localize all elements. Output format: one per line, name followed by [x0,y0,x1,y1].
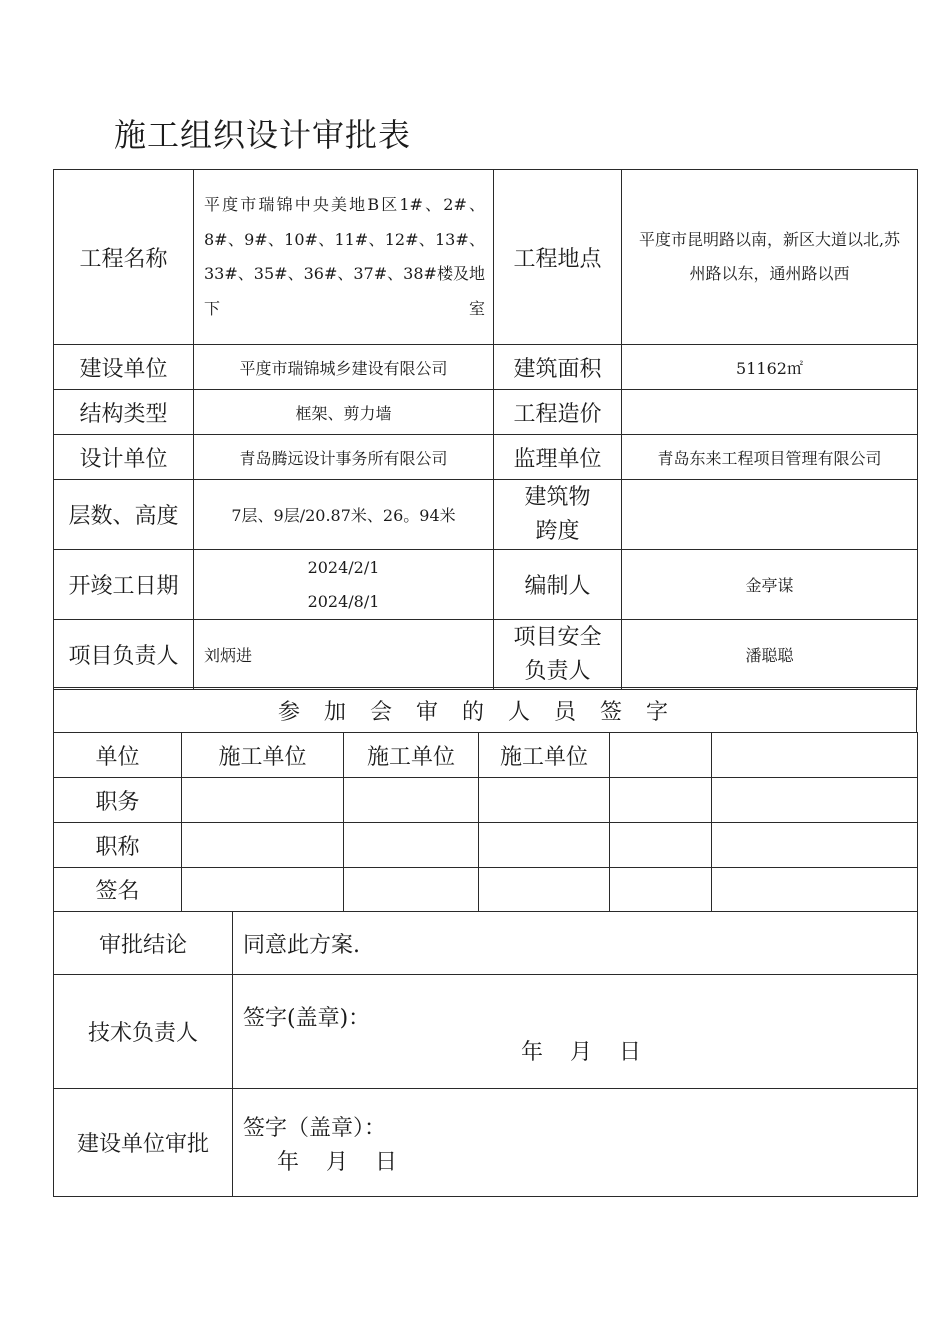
unit-cell [712,733,918,778]
dates-value [194,550,494,620]
row-label-position: 职务 [54,778,182,823]
floors-value: 7层、9层/20.87米、26。94米 [194,480,494,550]
area-value: 51162㎡ [622,345,918,390]
project-name-label: 工程名称 [54,170,194,345]
empty-cell [712,778,918,823]
row-label-title: 职称 [54,823,182,868]
empty-cell [610,778,712,823]
start-date: 2024/2/1 [307,557,380,577]
owner-sign-label: 签字（盖章）： [243,1116,387,1141]
empty-cell [610,868,712,912]
empty-cell [182,823,344,868]
approval-table [53,911,918,1197]
safety-label: 项目安全负责人 [494,620,622,690]
unit-cell: 施工单位 [479,733,610,778]
table-row [54,823,918,868]
empty-cell [182,868,344,912]
compiler-label: 编制人 [494,550,622,620]
structure-label: 结构类型 [54,390,194,435]
conclusion-value: 同意此方案. [233,912,918,975]
dates-label: 开竣工日期 [54,550,194,620]
empty-cell [479,778,610,823]
tech-lead-label: 技术负责人 [54,975,233,1089]
empty-cell [479,823,610,868]
empty-cell [182,778,344,823]
cost-value [622,390,918,435]
manager-label: 项目负责人 [54,620,194,690]
empty-cell [712,823,918,868]
builder-label: 建设单位 [54,345,194,390]
builder-value: 平度市瑞锦城乡建设有限公司 [194,345,494,390]
designer-label: 设计单位 [54,435,194,480]
compiler-value: 金亭谋 [622,550,918,620]
owner-sign-area [233,1089,918,1197]
tech-lead-sign-area [233,975,918,1089]
review-table [53,732,918,912]
floors-label: 层数、高度 [54,480,194,550]
conclusion-label: 审批结论 [54,912,233,975]
safety-value: 潘聪聪 [622,620,918,690]
area-label: 建筑面积 [494,345,622,390]
empty-cell [344,823,479,868]
end-date: 2024/8/1 [307,591,380,611]
unit-cell: 施工单位 [182,733,344,778]
page-title: 施工组织设计审批表 [114,116,412,154]
empty-cell [344,868,479,912]
span-label: 建筑物跨度 [494,480,622,550]
unit-cell [610,733,712,778]
project-info-table [53,169,918,690]
project-name-value: 平度市瑞锦中央美地B区1#、2#、8#、9#、10#、11#、12#、13#、33#、35#、36#、37#、38#楼及地下室 [194,170,494,345]
empty-cell [712,868,918,912]
row-label-signature: 签名 [54,868,182,912]
owner-date-line: 年 月 日 [277,1150,397,1175]
table-row [54,778,918,823]
empty-cell [344,778,479,823]
empty-cell [610,823,712,868]
supervisor-label: 监理单位 [494,435,622,480]
tech-date-line: 年 月 日 [521,1040,641,1065]
structure-value: 框架、剪力墙 [194,390,494,435]
supervisor-value: 青岛东来工程项目管理有限公司 [622,435,918,480]
tech-sign-label: 签字(盖章)： [243,1006,371,1031]
project-location-label: 工程地点 [494,170,622,345]
table-row [54,868,918,912]
manager-value: 刘炳进 [194,620,494,690]
cost-label: 工程造价 [494,390,622,435]
unit-cell: 施工单位 [344,733,479,778]
review-heading: 参加会审的人员签字 [54,688,917,733]
designer-value: 青岛腾远设计事务所有限公司 [194,435,494,480]
owner-approval-label: 建设单位审批 [54,1089,233,1197]
row-label-unit: 单位 [54,733,182,778]
project-location-value: 平度市昆明路以南，新区大道以北,苏州路以东，通州路以西 [622,170,918,345]
table-row [54,733,918,778]
span-value [622,480,918,550]
empty-cell [479,868,610,912]
review-heading-table [53,687,917,733]
